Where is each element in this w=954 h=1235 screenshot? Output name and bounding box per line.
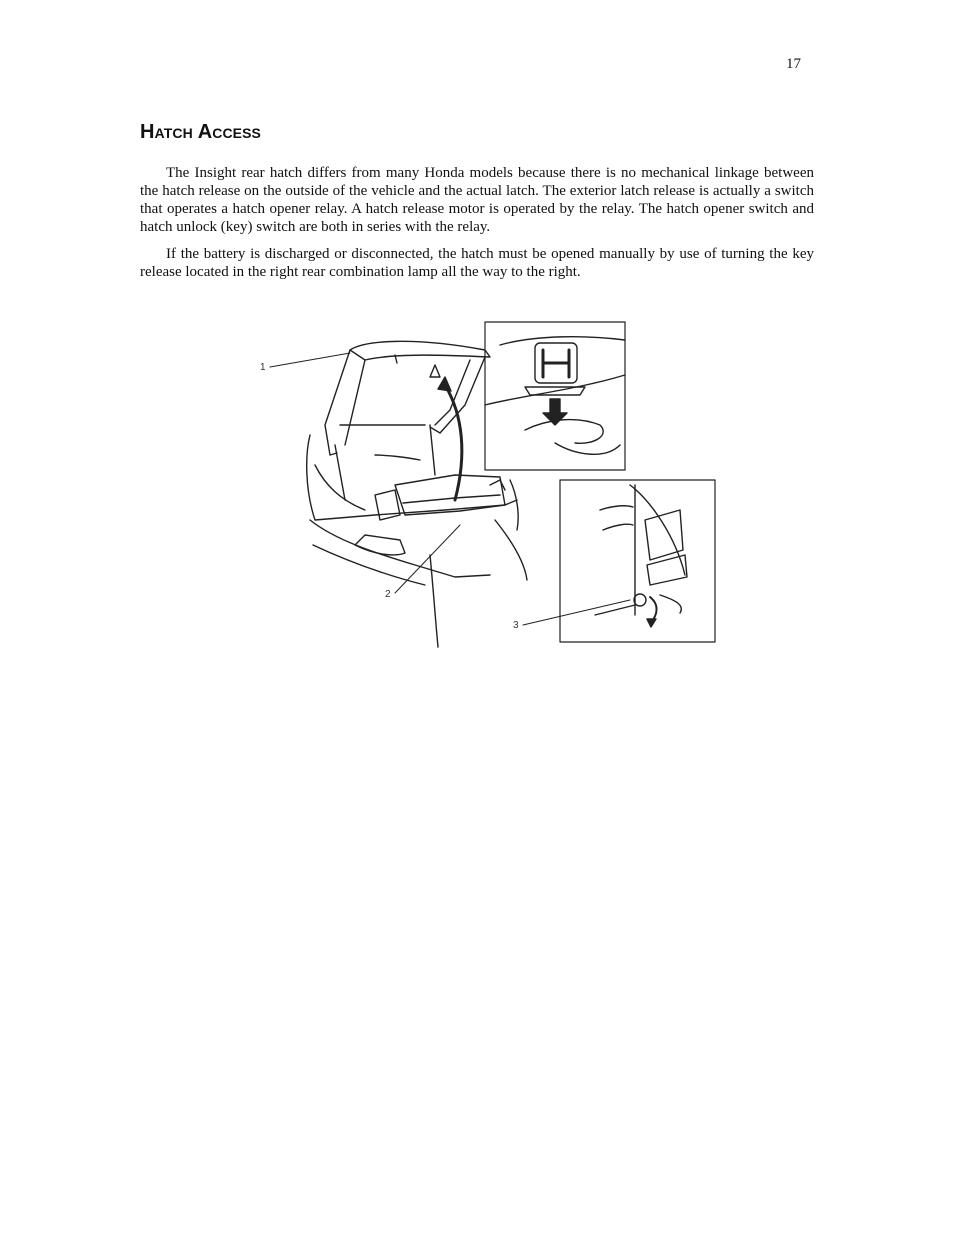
page-number: 17 bbox=[786, 56, 801, 72]
callout-2: 2 bbox=[385, 589, 391, 600]
hatch-open-arrow bbox=[438, 377, 462, 500]
hatch-illustration bbox=[255, 315, 725, 650]
open-hatch-drawing bbox=[325, 341, 490, 455]
callout-3: 3 bbox=[513, 620, 519, 631]
callout-1: 1 bbox=[260, 362, 266, 373]
body-text bbox=[140, 164, 814, 290]
section-heading: Hatch Access bbox=[140, 121, 261, 143]
car-body-drawing bbox=[307, 425, 527, 647]
inset-exterior-release bbox=[485, 322, 625, 470]
paragraph-manual-release: If the battery is discharged or disconnected, the hatch must be opened manually by use of turning the key release located in the right rear combination lamp all the way to the right. bbox=[140, 246, 814, 280]
paragraph-hatch-description: The Insight rear hatch differs from many Honda models because there is no mechanical linkage between the hatch release on the outside of the vehicle and the actual latch. The exterior latch release is actually a switch that operates a hatch opener relay. A hatch release motor is operated by the relay. The hatch opener switch and hatch unlock (key) switch are both in series with the relay. bbox=[140, 165, 814, 235]
hatch-line-drawing bbox=[255, 315, 725, 650]
inset-key-release bbox=[560, 480, 715, 642]
